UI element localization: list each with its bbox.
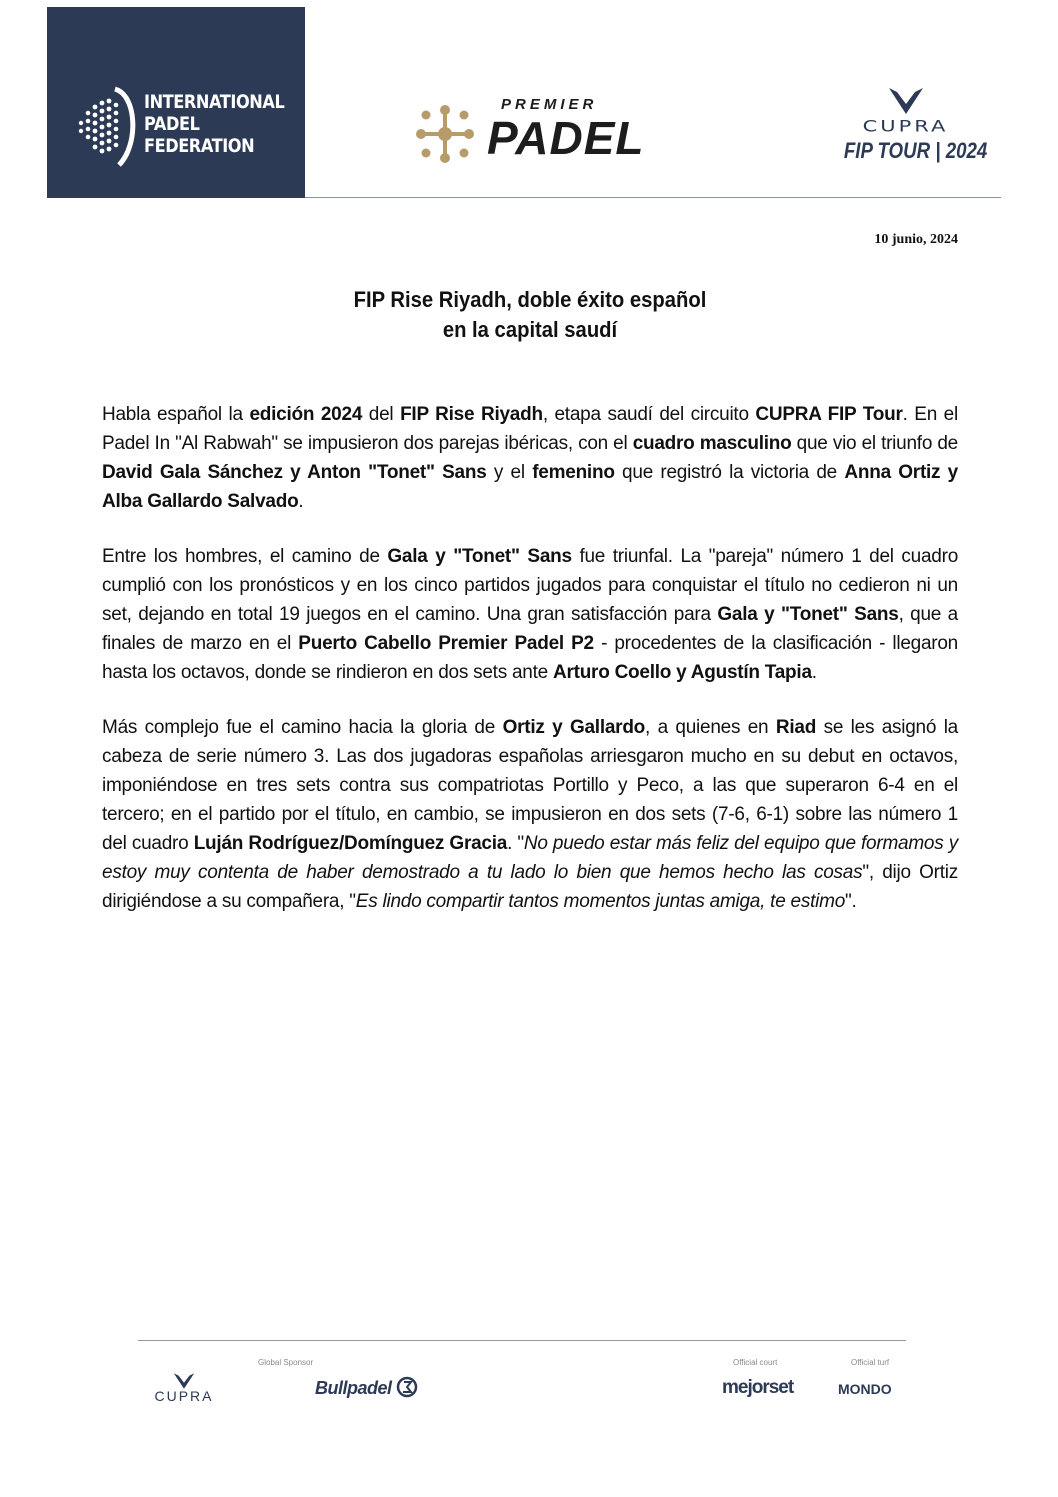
ipf-name-line-3: FEDERATION (144, 135, 255, 157)
cupra-wordmark: CUPRA (862, 117, 949, 135)
text-run: . (298, 491, 304, 512)
text-run: ", dijo Ortiz dirigiéndose a su compañera, " (102, 862, 958, 912)
bold-text: David Gala Sánchez y Anton "Tonet" Sans (102, 462, 487, 483)
premier-padel-logo (413, 96, 703, 168)
text-run: . (811, 662, 817, 683)
page-header (0, 0, 1058, 200)
page-title (136, 285, 924, 345)
text-run: que registró la victoria de (614, 462, 845, 483)
text-run: Entre los hombres, el camino de (102, 546, 388, 567)
bold-text: Arturo Coello y Agustín Tapia (553, 662, 812, 683)
text-run: y el (486, 462, 533, 483)
text-run: se les asignó la cabeza de serie número 3. Las dos jugadoras españolas arriesgaron mucho en su debut en octavos, imponiéndose en tres sets contra sus compatriotas Portillo y Peco, a las que superaron 6-4 en el tercero; en el partido por el título, en cambio, se impusieron en dos sets (7-6, 6-1) sobre las número 1 del cuadro (102, 717, 958, 854)
bullpadel-logo (315, 1376, 418, 1399)
text-run: Habla español la (102, 404, 250, 425)
text-run: . En el Padel In "Al Rabwah" se impusieron dos parejas ibéricas, con el (102, 404, 958, 454)
ipf-name-line-2: PADEL (144, 113, 200, 135)
bold-text: cuadro masculino (632, 433, 792, 454)
cupra-mark-icon (887, 86, 925, 116)
footer-divider (138, 1340, 906, 1341)
paragraph (102, 542, 958, 687)
bold-text: femenino (532, 462, 615, 483)
mejorset-logo: mejorset (722, 1377, 794, 1398)
quote-text: No puedo estar más feliz del equipo que formamos y estoy muy contenta de haber demostrado a tu lado lo bien que hemos hecho las cosas (102, 833, 958, 883)
title-line-2: en la capital saudí (442, 317, 618, 342)
text-run: fue triunfal. La "pareja" número 1 del cuadro cumplió con los pronósticos y en los cinco partidos jugados para conquistar el título no cedieron ni un set, dejando en total 19 juegos en el camino. Una gran satisfacción para (102, 546, 959, 625)
official-turf-label: Official turf (851, 1358, 890, 1367)
paragraph (102, 400, 958, 516)
premier-padel-flower-icon (413, 102, 477, 166)
bold-text: Puerto Cabello Premier Padel P2 (298, 633, 594, 654)
cupra-fip-tour-logo (833, 86, 988, 171)
text-run: , etapa saudí del circuito (542, 404, 756, 425)
text-run: . " (507, 833, 524, 854)
ipf-ball-icon (75, 85, 139, 169)
bold-text: edición 2024 (249, 404, 363, 425)
mondo-logo: MONDO (838, 1381, 892, 1397)
bold-text: CUPRA FIP Tour (755, 404, 903, 425)
press-date: 10 junio, 2024 (874, 232, 958, 247)
footer-cupra-wordmark: CUPRA (154, 1388, 214, 1404)
bold-text: Riad (775, 717, 817, 738)
article-body (102, 400, 958, 942)
ipf-name (144, 91, 284, 157)
text-run: - procedentes de la clasificación - llegaron hasta los octavos, donde se rindieron en dos sets ante (102, 633, 958, 683)
header-divider (305, 197, 1001, 198)
ipf-name-line-1: INTERNATIONAL (144, 91, 285, 113)
paragraph (102, 713, 958, 916)
bold-text: FIP Rise Riyadh (400, 404, 543, 425)
title-line-1: FIP Rise Riyadh, doble éxito español (353, 287, 707, 312)
bullpadel-emblem-icon (396, 1376, 418, 1398)
text-run: , a quienes en (645, 717, 776, 738)
global-sponsor-label: Global Sponsor (258, 1358, 314, 1367)
bold-text: Gala y "Tonet" Sans (387, 546, 572, 567)
text-run: que vio el triunfo de (791, 433, 958, 454)
text-run: , que a finales de marzo en el (102, 604, 959, 654)
text-run: Más complejo fue el camino hacia la gloria de (102, 717, 503, 738)
text-run: ". (845, 891, 857, 912)
bold-text: Gala y "Tonet" Sans (717, 604, 899, 625)
official-court-label: Official court (733, 1358, 778, 1367)
bold-text: Anna Ortiz y Alba Gallardo Salvado (102, 462, 959, 512)
fip-tour-2024-text: FIP TOUR | 2024 (843, 138, 988, 163)
quote-text: Es lindo compartir tantos momentos juntas amiga, te estimo (355, 891, 846, 912)
premier-text: PREMIER (501, 96, 598, 113)
footer-cupra-logo (138, 1372, 230, 1410)
padel-text: PADEL (487, 112, 645, 164)
ipf-logo-block (47, 7, 305, 198)
bullpadel-wordmark: Bullpadel (315, 1378, 392, 1398)
bold-text: Luján Rodríguez/Domínguez Gracia (193, 833, 508, 854)
bold-text: Ortiz y Gallardo (502, 717, 646, 738)
text-run: del (362, 404, 401, 425)
